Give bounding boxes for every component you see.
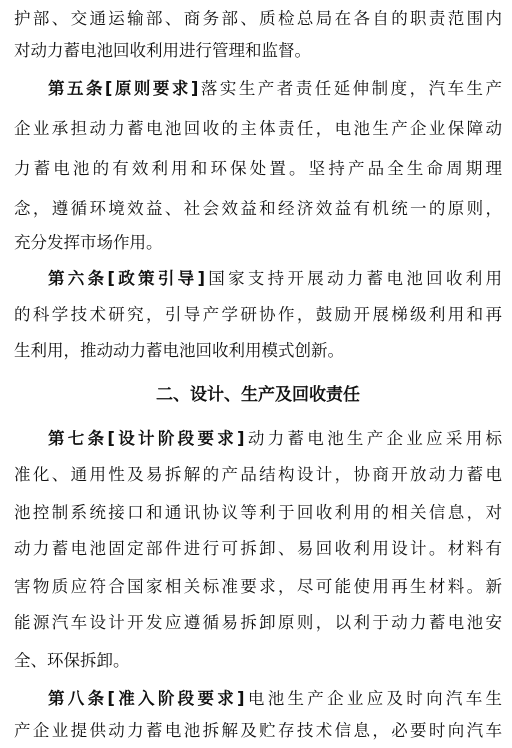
text-line: 对动力蓄电池回收利用进行管理和监督。 — [14, 41, 311, 60]
text-line: 害物质应符合国家相关标准要求，尽可能使用再生材料。新 — [14, 577, 502, 596]
text-line: 产企业提供动力蓄电池拆解及贮存技术信息，必要时向汽车 — [14, 721, 502, 740]
text-line: 念，遵循环境效益、社会效益和经济效益有机统一的原则， — [14, 199, 502, 218]
text-line: 国家支持开展动力蓄电池回收利用 — [204, 269, 502, 288]
article-8-first-line — [14, 686, 502, 712]
article-7-title: 第七条[设计阶段要求] — [48, 429, 245, 448]
text-line: 护部、交通运输部、商务部、质检总局在各自的职责范围内 — [14, 9, 502, 28]
article-8-title: 第八条[准入阶段要求] — [48, 689, 245, 708]
section-heading: 二、设计、生产及回收责任 — [156, 385, 360, 405]
article-6-first-line — [14, 266, 502, 292]
text-line: 动力蓄电池生产企业应采用标 — [244, 429, 502, 448]
text-line: 池控制系统接口和通讯协议等利于回收利用的相关信息，对 — [14, 503, 502, 522]
article-7-first-line — [14, 426, 502, 452]
text-line: 动力蓄电池固定部件进行可拆卸、易回收利用设计。材料有 — [14, 539, 502, 558]
text-line: 充分发挥市场作用。 — [14, 233, 163, 252]
text-line: 落实生产者责任延伸制度，汽车生产 — [198, 79, 502, 98]
text-line: 企业承担动力蓄电池回收的主体责任，电池生产企业保障动 — [14, 119, 502, 138]
text-line: 能源汽车设计开发应遵循易拆卸原则，以利于动力蓄电池安 — [14, 613, 502, 632]
article-5-first-line — [14, 76, 502, 102]
text-line: 生利用，推动动力蓄电池回收利用模式创新。 — [14, 341, 344, 360]
text-line: 全、环保拆卸。 — [14, 651, 130, 670]
text-line: 力蓄电池的有效利用和环保处置。坚持产品全生命周期理 — [14, 159, 502, 178]
article-6-title: 第六条[政策引导] — [48, 269, 205, 288]
text-line: 的科学技术研究，引导产学研协作，鼓励开展梯级利用和再 — [14, 305, 502, 324]
article-5-title: 第五条[原则要求] — [48, 79, 199, 98]
text-line: 准化、通用性及易拆解的产品结构设计，协商开放动力蓄电 — [14, 465, 502, 484]
text-line: 电池生产企业应及时向汽车生 — [244, 689, 502, 708]
